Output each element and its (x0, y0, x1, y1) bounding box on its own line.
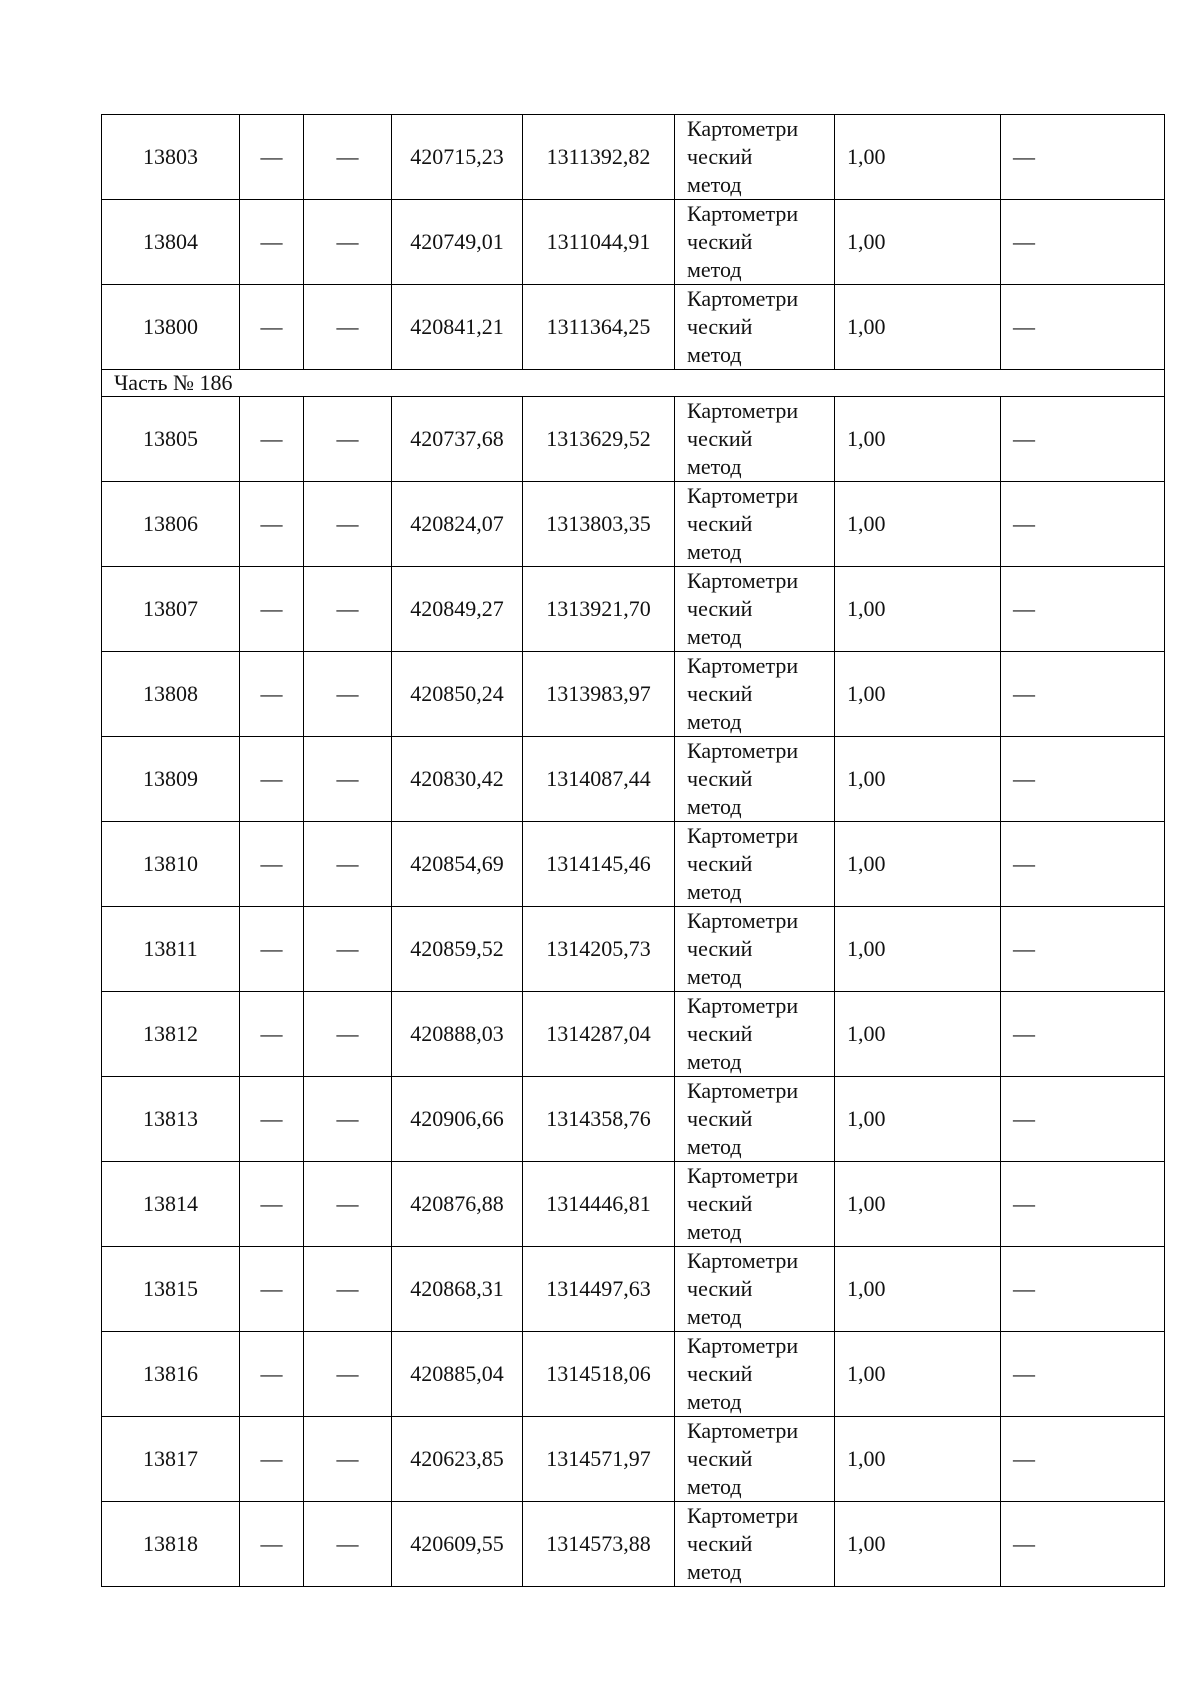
method-text-line: метод (687, 709, 742, 734)
accuracy-cell: 1,00 (835, 397, 1001, 482)
method-text-line: метод (687, 257, 742, 282)
method-text-line: Картометри (687, 1078, 799, 1103)
x-coordinate-cell: 420876,88 (392, 1162, 523, 1247)
empty-cell-3: — (304, 285, 392, 370)
empty-cell-2: — (240, 567, 304, 652)
method-cell (675, 1247, 835, 1332)
empty-cell-2: — (240, 397, 304, 482)
x-coordinate-cell: 420849,27 (392, 567, 523, 652)
description-cell: — (1001, 115, 1165, 200)
section-heading-row (102, 370, 1165, 397)
y-coordinate-cell: 1313983,97 (523, 652, 675, 737)
point-number-cell: 13803 (102, 115, 240, 200)
table-row (102, 737, 1165, 822)
empty-cell-3: — (304, 992, 392, 1077)
x-coordinate-cell: 420749,01 (392, 200, 523, 285)
empty-cell-2: — (240, 200, 304, 285)
method-text-line: Картометри (687, 1333, 799, 1358)
empty-cell-2: — (240, 1502, 304, 1587)
x-coordinate-cell: 420623,85 (392, 1417, 523, 1502)
method-text-line: Картометри (687, 201, 799, 226)
method-cell (675, 1417, 835, 1502)
description-cell: — (1001, 200, 1165, 285)
y-coordinate-cell: 1314287,04 (523, 992, 675, 1077)
description-cell: — (1001, 907, 1165, 992)
table-row (102, 1332, 1165, 1417)
description-cell: — (1001, 822, 1165, 907)
method-cell (675, 992, 835, 1077)
x-coordinate-cell: 420888,03 (392, 992, 523, 1077)
method-text-line: ческий (687, 766, 753, 791)
method-text-line: ческий (687, 596, 753, 621)
empty-cell-3: — (304, 482, 392, 567)
x-coordinate-cell: 420868,31 (392, 1247, 523, 1332)
section-heading: Часть № 186 (102, 370, 1165, 397)
method-text-line: Картометри (687, 398, 799, 423)
method-text-line: ческий (687, 1276, 753, 1301)
y-coordinate-cell: 1314358,76 (523, 1077, 675, 1162)
method-text-line: ческий (687, 426, 753, 451)
method-text-line: Картометри (687, 116, 799, 141)
method-text-line: ческий (687, 936, 753, 961)
table-row (102, 1502, 1165, 1587)
method-cell (675, 737, 835, 822)
method-text-line: метод (687, 794, 742, 819)
table-row (102, 907, 1165, 992)
accuracy-cell: 1,00 (835, 1162, 1001, 1247)
method-text-line: ческий (687, 1106, 753, 1131)
empty-cell-3: — (304, 397, 392, 482)
method-cell (675, 115, 835, 200)
description-cell: — (1001, 1247, 1165, 1332)
method-text-line: Картометри (687, 1503, 799, 1528)
accuracy-cell: 1,00 (835, 652, 1001, 737)
method-text-line: Картометри (687, 286, 799, 311)
empty-cell-3: — (304, 200, 392, 285)
point-number-cell: 13818 (102, 1502, 240, 1587)
method-text-line: Картометри (687, 568, 799, 593)
point-number-cell: 13815 (102, 1247, 240, 1332)
description-cell: — (1001, 285, 1165, 370)
method-text-line: метод (687, 172, 742, 197)
y-coordinate-cell: 1314145,46 (523, 822, 675, 907)
accuracy-cell: 1,00 (835, 200, 1001, 285)
method-text-line: ческий (687, 511, 753, 536)
accuracy-cell: 1,00 (835, 1077, 1001, 1162)
coordinates-table (101, 114, 1165, 1587)
accuracy-cell: 1,00 (835, 115, 1001, 200)
method-text-line: метод (687, 1134, 742, 1159)
point-number-cell: 13806 (102, 482, 240, 567)
method-text-line: метод (687, 1304, 742, 1329)
method-text-line: метод (687, 1389, 742, 1414)
method-text-line: метод (687, 1559, 742, 1584)
table-row (102, 1417, 1165, 1502)
y-coordinate-cell: 1314573,88 (523, 1502, 675, 1587)
method-text-line: метод (687, 454, 742, 479)
accuracy-cell: 1,00 (835, 992, 1001, 1077)
empty-cell-2: — (240, 482, 304, 567)
table-row (102, 822, 1165, 907)
method-cell (675, 1077, 835, 1162)
description-cell: — (1001, 992, 1165, 1077)
table-row (102, 115, 1165, 200)
method-text-line: ческий (687, 1361, 753, 1386)
x-coordinate-cell: 420830,42 (392, 737, 523, 822)
method-text-line: ческий (687, 314, 753, 339)
method-text-line: ческий (687, 851, 753, 876)
empty-cell-2: — (240, 1162, 304, 1247)
x-coordinate-cell: 420885,04 (392, 1332, 523, 1417)
empty-cell-3: — (304, 652, 392, 737)
table-row (102, 200, 1165, 285)
point-number-cell: 13813 (102, 1077, 240, 1162)
accuracy-cell: 1,00 (835, 567, 1001, 652)
description-cell: — (1001, 1162, 1165, 1247)
empty-cell-2: — (240, 1247, 304, 1332)
y-coordinate-cell: 1313921,70 (523, 567, 675, 652)
accuracy-cell: 1,00 (835, 1247, 1001, 1332)
empty-cell-3: — (304, 737, 392, 822)
method-text-line: Картометри (687, 653, 799, 678)
method-text-line: Картометри (687, 1248, 799, 1273)
empty-cell-2: — (240, 115, 304, 200)
method-text-line: Картометри (687, 738, 799, 763)
point-number-cell: 13812 (102, 992, 240, 1077)
empty-cell-3: — (304, 1332, 392, 1417)
point-number-cell: 13805 (102, 397, 240, 482)
description-cell: — (1001, 1077, 1165, 1162)
y-coordinate-cell: 1313803,35 (523, 482, 675, 567)
empty-cell-2: — (240, 1417, 304, 1502)
accuracy-cell: 1,00 (835, 1502, 1001, 1587)
method-text-line: ческий (687, 1021, 753, 1046)
method-cell (675, 200, 835, 285)
x-coordinate-cell: 420854,69 (392, 822, 523, 907)
empty-cell-3: — (304, 567, 392, 652)
accuracy-cell: 1,00 (835, 907, 1001, 992)
description-cell: — (1001, 1502, 1165, 1587)
method-text-line: Картометри (687, 993, 799, 1018)
table-row (102, 1162, 1165, 1247)
method-text-line: метод (687, 342, 742, 367)
x-coordinate-cell: 420715,23 (392, 115, 523, 200)
description-cell: — (1001, 567, 1165, 652)
method-text-line: ческий (687, 1191, 753, 1216)
table-body (102, 115, 1165, 1587)
method-text-line: метод (687, 1474, 742, 1499)
method-text-line: Картометри (687, 483, 799, 508)
method-cell (675, 1162, 835, 1247)
method-text-line: ческий (687, 1446, 753, 1471)
empty-cell-2: — (240, 992, 304, 1077)
table-row (102, 1247, 1165, 1332)
y-coordinate-cell: 1313629,52 (523, 397, 675, 482)
method-text-line: ческий (687, 1531, 753, 1556)
y-coordinate-cell: 1311364,25 (523, 285, 675, 370)
point-number-cell: 13800 (102, 285, 240, 370)
empty-cell-3: — (304, 1247, 392, 1332)
method-text-line: Картометри (687, 908, 799, 933)
x-coordinate-cell: 420737,68 (392, 397, 523, 482)
method-cell (675, 822, 835, 907)
method-text-line: метод (687, 964, 742, 989)
method-cell (675, 907, 835, 992)
description-cell: — (1001, 1417, 1165, 1502)
description-cell: — (1001, 397, 1165, 482)
empty-cell-2: — (240, 822, 304, 907)
empty-cell-2: — (240, 907, 304, 992)
empty-cell-3: — (304, 115, 392, 200)
table-row (102, 567, 1165, 652)
method-text-line: ческий (687, 681, 753, 706)
y-coordinate-cell: 1314087,44 (523, 737, 675, 822)
empty-cell-2: — (240, 1332, 304, 1417)
method-text-line: метод (687, 879, 742, 904)
method-text-line: Картометри (687, 1163, 799, 1188)
point-number-cell: 13814 (102, 1162, 240, 1247)
point-number-cell: 13816 (102, 1332, 240, 1417)
x-coordinate-cell: 420824,07 (392, 482, 523, 567)
empty-cell-3: — (304, 1077, 392, 1162)
x-coordinate-cell: 420906,66 (392, 1077, 523, 1162)
description-cell: — (1001, 652, 1165, 737)
method-text-line: Картометри (687, 823, 799, 848)
x-coordinate-cell: 420841,21 (392, 285, 523, 370)
method-text-line: метод (687, 624, 742, 649)
method-cell (675, 397, 835, 482)
description-cell: — (1001, 1332, 1165, 1417)
method-cell (675, 652, 835, 737)
accuracy-cell: 1,00 (835, 482, 1001, 567)
y-coordinate-cell: 1314446,81 (523, 1162, 675, 1247)
empty-cell-3: — (304, 1502, 392, 1587)
method-cell (675, 285, 835, 370)
description-cell: — (1001, 737, 1165, 822)
table-row (102, 1077, 1165, 1162)
table-row (102, 397, 1165, 482)
empty-cell-3: — (304, 822, 392, 907)
method-cell (675, 567, 835, 652)
x-coordinate-cell: 420859,52 (392, 907, 523, 992)
empty-cell-2: — (240, 1077, 304, 1162)
point-number-cell: 13804 (102, 200, 240, 285)
description-cell: — (1001, 482, 1165, 567)
empty-cell-2: — (240, 652, 304, 737)
x-coordinate-cell: 420609,55 (392, 1502, 523, 1587)
y-coordinate-cell: 1311044,91 (523, 200, 675, 285)
x-coordinate-cell: 420850,24 (392, 652, 523, 737)
y-coordinate-cell: 1314518,06 (523, 1332, 675, 1417)
accuracy-cell: 1,00 (835, 285, 1001, 370)
method-text-line: метод (687, 539, 742, 564)
method-text-line: ческий (687, 144, 753, 169)
method-cell (675, 482, 835, 567)
point-number-cell: 13808 (102, 652, 240, 737)
method-text-line: Картометри (687, 1418, 799, 1443)
empty-cell-3: — (304, 1162, 392, 1247)
empty-cell-3: — (304, 1417, 392, 1502)
point-number-cell: 13807 (102, 567, 240, 652)
point-number-cell: 13809 (102, 737, 240, 822)
method-text-line: метод (687, 1049, 742, 1074)
y-coordinate-cell: 1311392,82 (523, 115, 675, 200)
accuracy-cell: 1,00 (835, 1417, 1001, 1502)
accuracy-cell: 1,00 (835, 1332, 1001, 1417)
empty-cell-2: — (240, 737, 304, 822)
table-row (102, 482, 1165, 567)
point-number-cell: 13817 (102, 1417, 240, 1502)
method-cell (675, 1502, 835, 1587)
table-row (102, 652, 1165, 737)
table-row (102, 992, 1165, 1077)
empty-cell-3: — (304, 907, 392, 992)
y-coordinate-cell: 1314497,63 (523, 1247, 675, 1332)
y-coordinate-cell: 1314205,73 (523, 907, 675, 992)
y-coordinate-cell: 1314571,97 (523, 1417, 675, 1502)
method-cell (675, 1332, 835, 1417)
method-text-line: метод (687, 1219, 742, 1244)
accuracy-cell: 1,00 (835, 822, 1001, 907)
point-number-cell: 13811 (102, 907, 240, 992)
method-text-line: ческий (687, 229, 753, 254)
point-number-cell: 13810 (102, 822, 240, 907)
empty-cell-2: — (240, 285, 304, 370)
accuracy-cell: 1,00 (835, 737, 1001, 822)
table-row (102, 285, 1165, 370)
